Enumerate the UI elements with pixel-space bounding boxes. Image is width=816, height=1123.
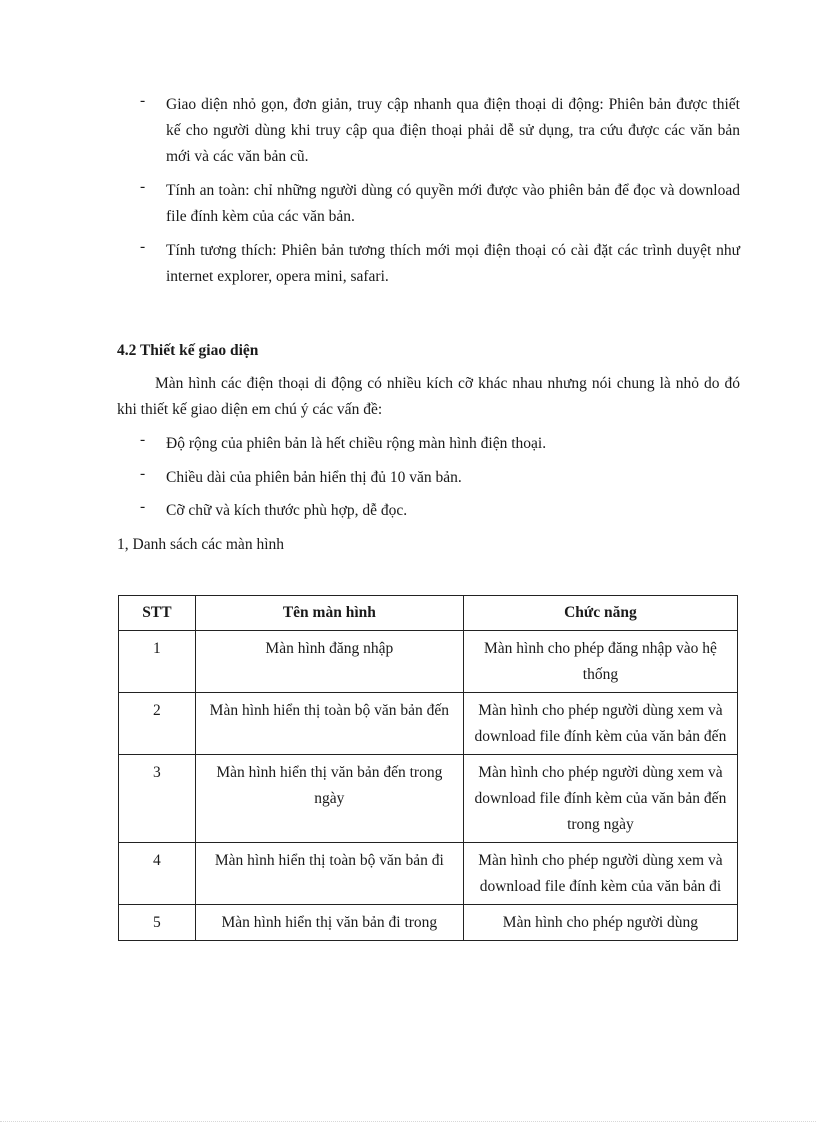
bullet-dash: - <box>140 465 146 482</box>
cell-stt: 2 <box>119 693 196 755</box>
header-screen-name: Tên màn hình <box>195 596 463 631</box>
cell-stt: 5 <box>119 905 196 941</box>
table-row <box>119 631 738 693</box>
bullet-text: Cỡ chữ và kích thước phù hợp, dễ đọc. <box>166 502 408 519</box>
cell-function: Màn hình cho phép người dùng <box>463 905 737 941</box>
bullet-item-security <box>140 178 740 230</box>
bullet-item-interface <box>140 92 740 170</box>
cell-screen-name: Màn hình đăng nhập <box>195 631 463 693</box>
cell-stt: 1 <box>119 631 196 693</box>
cell-screen-name: Màn hình hiển thị văn bản đi trong <box>195 905 463 941</box>
bullet-dash: - <box>140 178 146 195</box>
cell-screen-name: Màn hình hiển thị toàn bộ văn bản đi <box>195 843 463 905</box>
bullet-dash: - <box>140 498 146 515</box>
bullet-dash: - <box>140 238 146 255</box>
bullet-text: Độ rộng của phiên bản là hết chiều rộng màn hình điện thoại. <box>166 435 547 452</box>
bullet-item-font-size <box>140 498 740 524</box>
bullet-item-width <box>140 431 740 457</box>
bullet-text: Tính an toàn: chỉ những người dùng có quyền mới được vào phiên bản để đọc và download file đính kèm của các văn bản. <box>166 182 740 225</box>
section-heading: 4.2 Thiết kế giao diện <box>117 342 259 359</box>
cell-function: Màn hình cho phép người dùng xem và download file đính kèm của văn bản đến trong ngày <box>463 755 737 843</box>
header-stt: STT <box>119 596 196 631</box>
bullet-item-compatibility <box>140 238 740 290</box>
section-paragraph: Màn hình các điện thoại di động có nhiều kích cỡ khác nhau nhưng nói chung là nhỏ do đó khi thiết kế giao diện em chú ý các vấn đề: <box>117 375 740 418</box>
cell-screen-name: Màn hình hiển thị toàn bộ văn bản đến <box>195 693 463 755</box>
bullet-text: Chiều dài của phiên bản hiển thị đủ 10 văn bản. <box>166 469 462 486</box>
table-row <box>119 755 738 843</box>
header-function: Chức năng <box>463 596 737 631</box>
screen-list-table <box>118 595 738 941</box>
bullet-dash: - <box>140 431 146 448</box>
cell-stt: 3 <box>119 755 196 843</box>
page-bottom-divider <box>0 1121 816 1122</box>
bullet-text: Giao diện nhỏ gọn, đơn giản, truy cập nhanh qua điện thoại di động: Phiên bản được thiết kế cho người dùng khi truy cập qua điện thoại phải dễ sử dụng, tra cứu được các văn bản mới và các văn bản cũ. <box>166 96 740 165</box>
table-row <box>119 905 738 941</box>
cell-screen-name: Màn hình hiển thị văn bản đến trong ngày <box>195 755 463 843</box>
cell-function: Màn hình cho phép đăng nhập vào hệ thống <box>463 631 737 693</box>
table-row <box>119 843 738 905</box>
cell-stt: 4 <box>119 843 196 905</box>
cell-function: Màn hình cho phép người dùng xem và download file đính kèm của văn bản đến <box>463 693 737 755</box>
table-header-row <box>119 596 738 631</box>
bullet-text: Tính tương thích: Phiên bản tương thích mới mọi điện thoại có cài đặt các trình duyệt như internet explorer, opera mini, safari. <box>166 242 740 285</box>
bullet-dash: - <box>140 92 146 109</box>
table-row <box>119 693 738 755</box>
bullet-item-length <box>140 465 740 491</box>
screen-list-subtitle: 1, Danh sách các màn hình <box>117 536 284 553</box>
cell-function: Màn hình cho phép người dùng xem và download file đính kèm của văn bản đi <box>463 843 737 905</box>
